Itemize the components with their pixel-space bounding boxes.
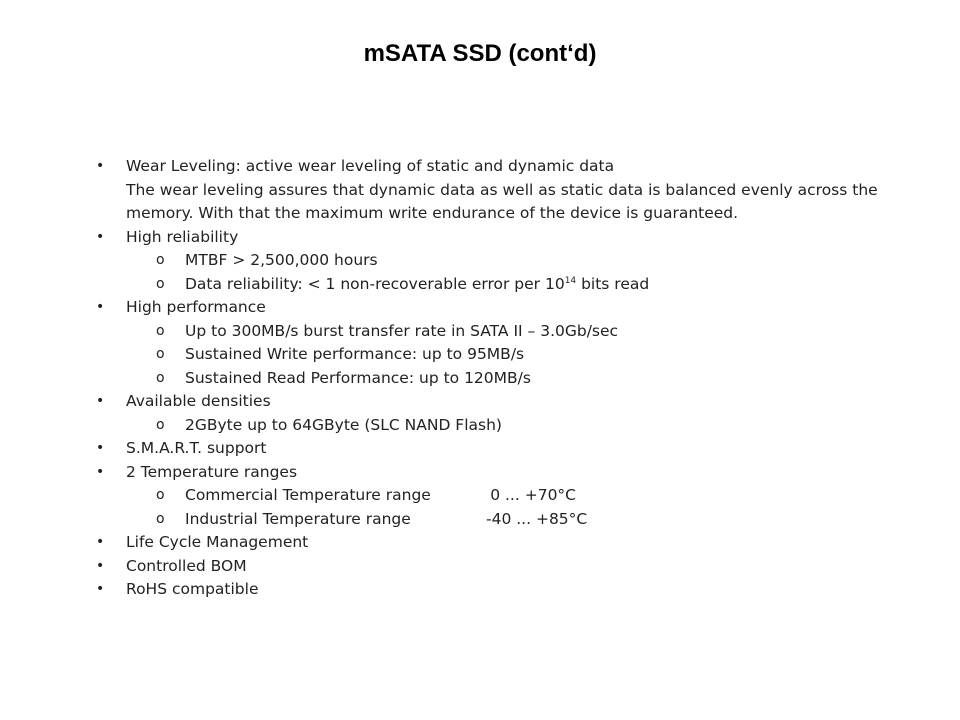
- densities-heading: Available densities: [126, 392, 271, 410]
- sub-bullet-icon: o: [156, 322, 165, 339]
- reliability-heading: High reliability: [126, 227, 239, 246]
- sub-item-density-range: o 2GByte up to 64GByte (SLC NAND Flash): [96, 414, 856, 438]
- sub-bullet-icon: o: [156, 487, 165, 503]
- exponent: 14: [564, 275, 577, 286]
- temperature-heading: 2 Temperature ranges: [126, 462, 298, 481]
- sub-item-read-performance: o Sustained Read Performance: up to 120MB/s: [96, 367, 856, 391]
- bullet-icon: •: [96, 228, 105, 245]
- sub-bullet-icon: o: [156, 275, 165, 292]
- performance-heading: High performance: [126, 298, 266, 316]
- bullet-temperature-ranges: [96, 461, 856, 485]
- wear-leveling-heading: Wear Leveling: active wear leveling of static and dynamic data: [126, 157, 615, 175]
- slide-title: mSATA SSD (cont‘d): [363, 40, 597, 67]
- commercial-temp-value: 0 ... +70°C: [490, 486, 576, 504]
- bullet-high-performance: [96, 296, 856, 320]
- bullet-icon: •: [96, 299, 105, 315]
- sub-item-mtbf: o MTBF > 2,500,000 hours: [96, 249, 856, 273]
- bullet-icon: •: [96, 463, 105, 480]
- bullet-rohs: • RoHS compatible: [96, 578, 856, 602]
- bullet-icon: •: [96, 557, 105, 574]
- sub-item-commercial-temp: o Commercial Temperature range 0 ... +70°C: [96, 484, 856, 508]
- sub-bullet-icon: o: [156, 369, 165, 386]
- sub-bullet-icon: o: [156, 252, 165, 268]
- feature-list: [96, 155, 878, 602]
- sub-bullet-icon: o: [156, 416, 165, 433]
- sub-bullet-icon: o: [156, 346, 165, 362]
- sub-item-industrial-temp: o Industrial Temperature range -40 ... +85°C: [96, 508, 856, 532]
- sub-item-write-performance: o Sustained Write performance: up to 95MB/s: [96, 343, 856, 367]
- bullet-icon: •: [96, 440, 105, 456]
- wear-leveling-desc-line-1: The wear leveling assures that dynamic data as well as static data is balanced evenly across the: [126, 180, 878, 199]
- bullet-icon: •: [96, 581, 105, 597]
- industrial-temp-value: -40 ... +85°C: [486, 509, 588, 528]
- sub-bullet-icon: o: [156, 510, 165, 527]
- bullet-icon: •: [96, 158, 105, 174]
- bullet-smart-support: • S.M.A.R.T. support: [96, 437, 856, 461]
- wear-leveling-desc-line-2: memory. With that the maximum write endurance of the device is guaranteed.: [126, 204, 739, 222]
- bullet-life-cycle: • Life Cycle Management: [96, 531, 856, 555]
- bullet-wear-leveling: [96, 155, 856, 179]
- bullet-controlled-bom: • Controlled BOM: [96, 555, 856, 579]
- bullet-high-reliability: [96, 226, 856, 250]
- sub-item-burst-rate: o Up to 300MB/s burst transfer rate in SATA II – 3.0Gb/sec: [96, 320, 856, 344]
- bullet-available-densities: [96, 390, 856, 414]
- sub-item-data-reliability: o Data reliability: < 1 non-recoverable error per $10^{14}$ bits read: [96, 273, 856, 297]
- bullet-icon: •: [96, 534, 105, 550]
- bullet-icon: •: [96, 393, 105, 409]
